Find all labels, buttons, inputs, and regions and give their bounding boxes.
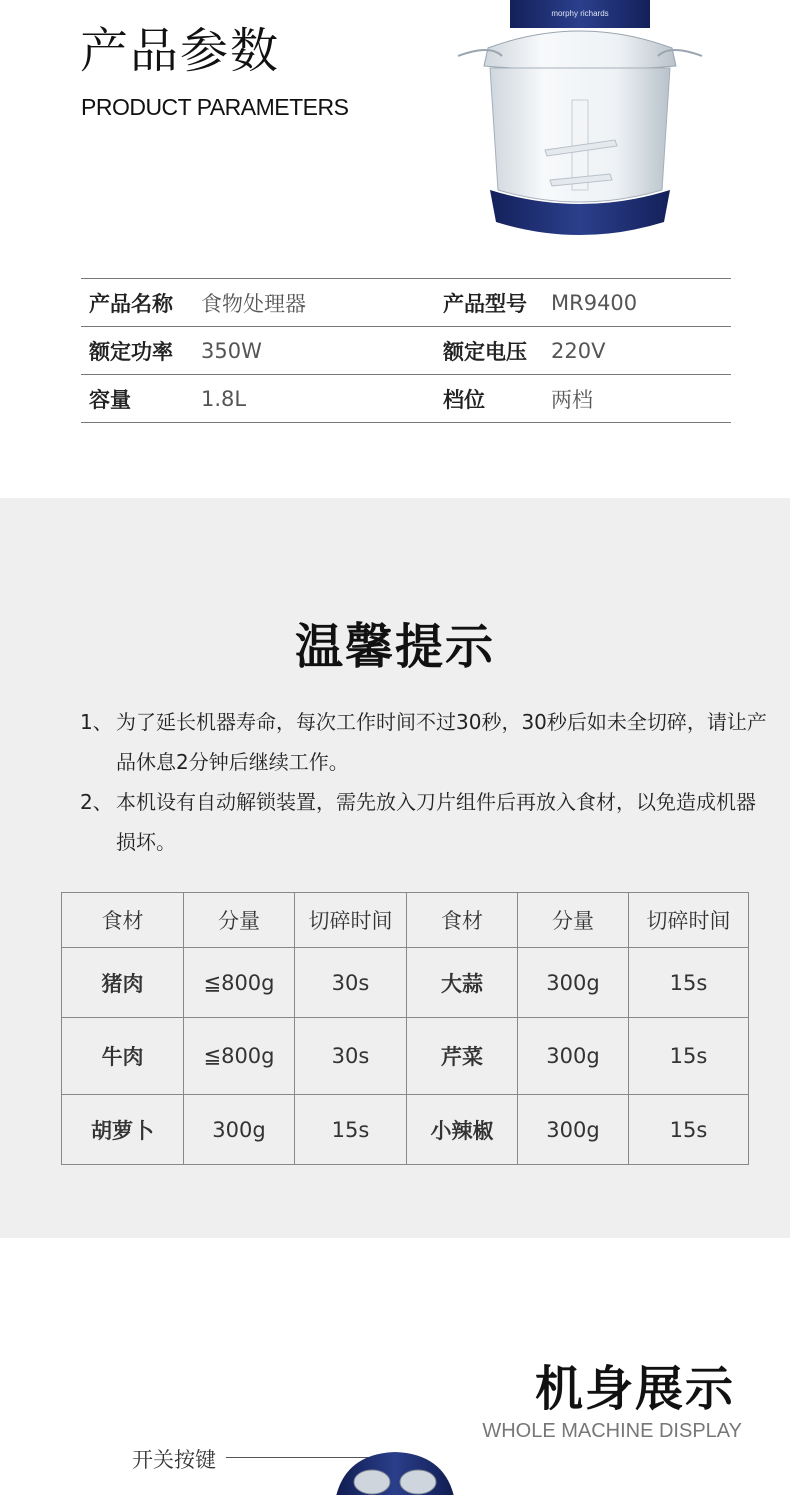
param-key: 额定电压 (435, 327, 551, 375)
param-key: 产品名称 (81, 279, 201, 327)
param-key: 额定功率 (81, 327, 201, 375)
brand-logo-text: morphy richards (551, 9, 609, 18)
param-row (81, 375, 731, 423)
tip-number: 1、 (80, 710, 113, 734)
table-row (62, 1095, 749, 1165)
food-amount: 300g (518, 948, 629, 1018)
chop-time: 15s (629, 1018, 749, 1095)
table-row (62, 948, 749, 1018)
param-key: 档位 (435, 375, 551, 423)
tips-section (0, 498, 790, 1238)
chopping-time-table (61, 892, 749, 1165)
food-name: 大蒜 (407, 948, 518, 1018)
food-name: 牛肉 (62, 1018, 184, 1095)
food-amount: 300g (518, 1095, 629, 1165)
chop-time: 15s (629, 948, 749, 1018)
column-header: 分量 (518, 893, 629, 948)
param-value: 350W (201, 327, 435, 375)
chop-time: 30s (295, 948, 407, 1018)
chop-time: 15s (295, 1095, 407, 1165)
machine-top-image (330, 1448, 460, 1495)
switch-button-label: 开关按键 (132, 1448, 216, 1472)
tip-number: 2、 (80, 790, 113, 814)
food-name: 芹菜 (407, 1018, 518, 1095)
column-header: 食材 (62, 893, 184, 948)
food-amount: ≦800g (184, 1018, 295, 1095)
food-name: 猪肉 (62, 948, 184, 1018)
param-value: MR9400 (551, 279, 731, 327)
tip-text: 为了延长机器寿命，每次工作时间不过30秒，30秒后如未全切碎，请让产品休息2分钟后继续工作。 (116, 710, 767, 774)
chop-time: 15s (629, 1095, 749, 1165)
column-header: 切碎时间 (629, 893, 749, 948)
params-title-en: PRODUCT PARAMETERS (81, 94, 349, 120)
tip-item (80, 782, 770, 862)
table-row (62, 1018, 749, 1095)
food-name: 胡萝卜 (62, 1095, 184, 1165)
parameters-table (81, 278, 731, 423)
food-amount: 300g (518, 1018, 629, 1095)
tip-item (80, 702, 770, 782)
food-amount: ≦800g (184, 948, 295, 1018)
param-key: 产品型号 (435, 279, 551, 327)
param-key: 容量 (81, 375, 201, 423)
display-title-cn: 机身展示 (534, 1361, 735, 1417)
display-title-en: WHOLE MACHINE DISPLAY (482, 1420, 742, 1442)
machine-display-section (0, 1238, 790, 1495)
tip-text: 本机设有自动解锁装置，需先放入刀片组件后再放入食材，以免造成机器损坏。 (116, 790, 756, 854)
chop-time: 30s (295, 1018, 407, 1095)
tips-list (80, 702, 770, 862)
param-value: 1.8L (201, 375, 435, 423)
column-header: 切碎时间 (295, 893, 407, 948)
tips-title: 温馨提示 (294, 619, 495, 675)
params-title-cn: 产品参数 (80, 23, 281, 79)
param-row (81, 327, 731, 375)
param-row (81, 279, 731, 327)
param-value: 两档 (551, 375, 731, 423)
table-header-row (62, 893, 749, 948)
food-processor-image (450, 0, 710, 250)
param-value: 食物处理器 (201, 279, 435, 327)
param-value: 220V (551, 327, 731, 375)
column-header: 分量 (184, 893, 295, 948)
food-amount: 300g (184, 1095, 295, 1165)
food-name: 小辣椒 (407, 1095, 518, 1165)
product-parameters-section (0, 0, 790, 498)
column-header: 食材 (407, 893, 518, 948)
